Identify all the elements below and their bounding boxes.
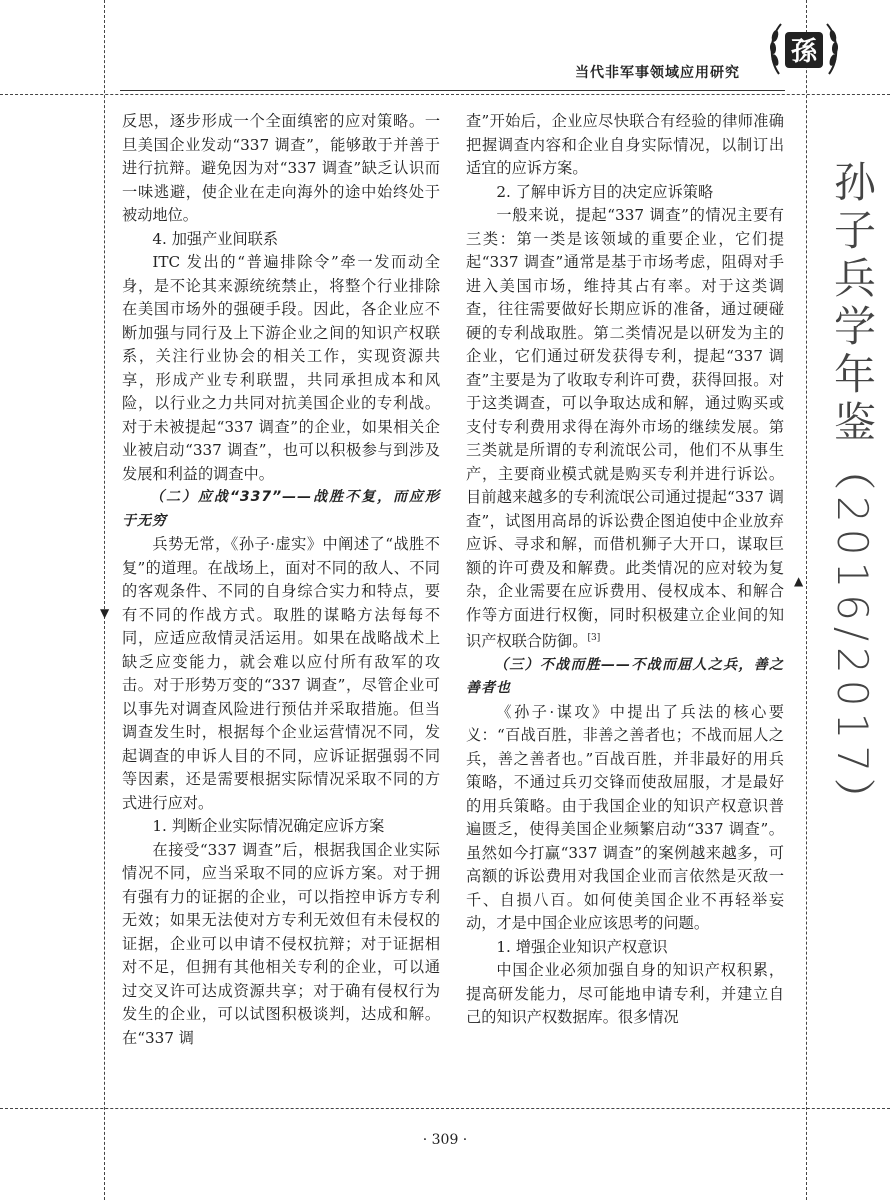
paragraph: 在接受“337 调查”后，根据我国企业实际情况不同，应当采取不同的应诉方案。对于拥有强有力的证据的企业，可以指控申诉方专利无效；如果无法使对方专利无效但有未侵权的证据，企业可以申请不侵权抗辩；对于证据相对不足，但拥有其他相关专利的企业，可以通过交叉许可达成资源共享；对于确有侵权行为发生的企业，可以试图积极谈判，达成和解。在“337 调 — [122, 840, 440, 1047]
paragraph: ITC 发出的“普遍排除令”牵一发而动全身，是不论其来源统统禁止，将整个行业排除在美国市场外的强硬手段。因此，各企业应不断加强与同行及上下游企业之间的知识产权联系，关注行业协会的相关工作，实现资源共享，形成产业专利联盟，共同承担成本和风险，以行业之力共同对抗美国企业的专利战。对于未被提起“337 调查”的企业，如果相关企业被启动“337 调查”，也可以积极参与到涉及发展和利益的调查中。 — [122, 253, 440, 483]
journal-section-title: 当代非军事领域应用研究 — [575, 65, 740, 81]
paragraph: 中国企业必须加强自身的知识产权积累，提高研发能力，尽可能地申请专利，并建立自己的知识产权数据库。很多情况 — [466, 961, 784, 1027]
paragraph — [466, 204, 784, 654]
page-number: · 309 · — [422, 1132, 468, 1148]
paragraph: 兵势无常，《孙子·虚实》中阐述了“战胜不复”的道理。在战场上，面对不同的敌人、不同的客观条件、不同的自身综合实力和特点，要有不同的作战方式。取胜的谋略方法每每不同，应适应敌情灵活运用。如果在战略战术上缺乏应变能力，就会难以应付所有敌军的攻击。对于形势万变的“337 调查”，尽管企业可以事先对调查风险进行预估并采取措施。但当调查发生时，根据每个企业运营情况不同，发起调查的申诉人目的不同，应诉证据强弱不同等因素，还是需要根据实际情况采取不同的方式进行应对。 — [122, 535, 440, 812]
emblem-character: 孫 — [790, 37, 818, 67]
section-heading: （三）不战而胜——不战而屈人之兵，善之善者也 — [466, 656, 784, 697]
paragraph: 《孙子·谋攻》中提出了兵法的核心要义：“百战百胜，非善之善者也；不战而屈人之兵，善之善者也。”百战百胜，并非最好的用兵策略，不通过兵刃交锋而使敌屈服，才是最好的用兵策略。由于我国企业的知识产权意识普遍匮乏，使得美国企业频繁启动“337 调查”。虽然如今打赢“337 调查”的案例越来越多，可高额的诉讼费用对我国企业而言依然是灭敌一千、自损八百。如何使美国企业不再轻举妄动，才是中国企业应该思考的问题。 — [466, 702, 784, 933]
right-edge-arrow-icon: ▲ — [794, 574, 804, 588]
paragraph: 反思，逐步形成一个全面缜密的应对策略。一旦美国企业发动“337 调查”，能够敢于并善于进行抗辩。避免因为对“337 调查”缺乏认识而一味逃避，使企业在走向海外的途中始终处于被动地位。 — [122, 112, 440, 224]
header-rule — [120, 90, 785, 91]
left-edge-arrow-icon: ▼ — [100, 606, 110, 620]
right-text-column — [466, 110, 784, 1030]
paragraph: 查”开始后，企业应尽快联合有经验的律师准确把握调查内容和企业自身实际情况，以制订出适宜的应诉方案。 — [466, 112, 784, 177]
subheading: 1. 判断企业实际情况确定应诉方案 — [152, 817, 385, 835]
section-heading: （二）应战“337”——战胜不复，而应形于无穷 — [122, 489, 440, 529]
subheading: 4. 加强产业间联系 — [152, 229, 279, 248]
bottom-trim-line — [0, 1108, 890, 1109]
paragraph-text: 一般来说，提起“337 调查”的情况主要有三类：第一类是该领域的重要企业，它们提起“337 调查”通常是基于市场考虑，阻碍对手进入美国市场，维持其占有率。对于这类调查，往往需要做好长期应诉的准备，通过硬碰硬的专利战取胜。第二类情况是以研发为主的企业，它们通过研发获得专利，提起“337 调查”主要是为了收取专利许可费，获得回报。对于这类调查，可以争取达成和解，通过购买或支付专利费用求得在海外市场的继续发展。第三类就是所谓的专利流氓公司，他们不从事生产，主要商业模式就是购买专利并进行诉讼。目前越来越多的专利流氓公司通过提起“337 调查”，试图用高昂的诉讼费企图迫使中企业放弃应诉、寻求和解，而借机狮子大开口，谋取巨额的许可费及和解费。此类情况的应对较为复杂，企业需要在应诉费用、侵权成本、和解合作等方面进行权衡，同时积极建立企业间的知识产权联合防御。 — [466, 206, 784, 651]
subheading: 2. 了解申诉方目的决定应诉策略 — [496, 182, 714, 201]
right-trim-line — [806, 0, 807, 1200]
subheading: 1. 增强企业知识产权意识 — [496, 937, 668, 956]
top-trim-line — [0, 94, 890, 95]
left-trim-line — [104, 0, 105, 1200]
yearbook-vertical-title: 孙子兵学年鉴（2016/2017） — [828, 160, 877, 826]
yearbook-emblem-icon — [765, 12, 843, 90]
left-text-column — [122, 110, 440, 1050]
citation-mark: [3] — [587, 633, 601, 643]
